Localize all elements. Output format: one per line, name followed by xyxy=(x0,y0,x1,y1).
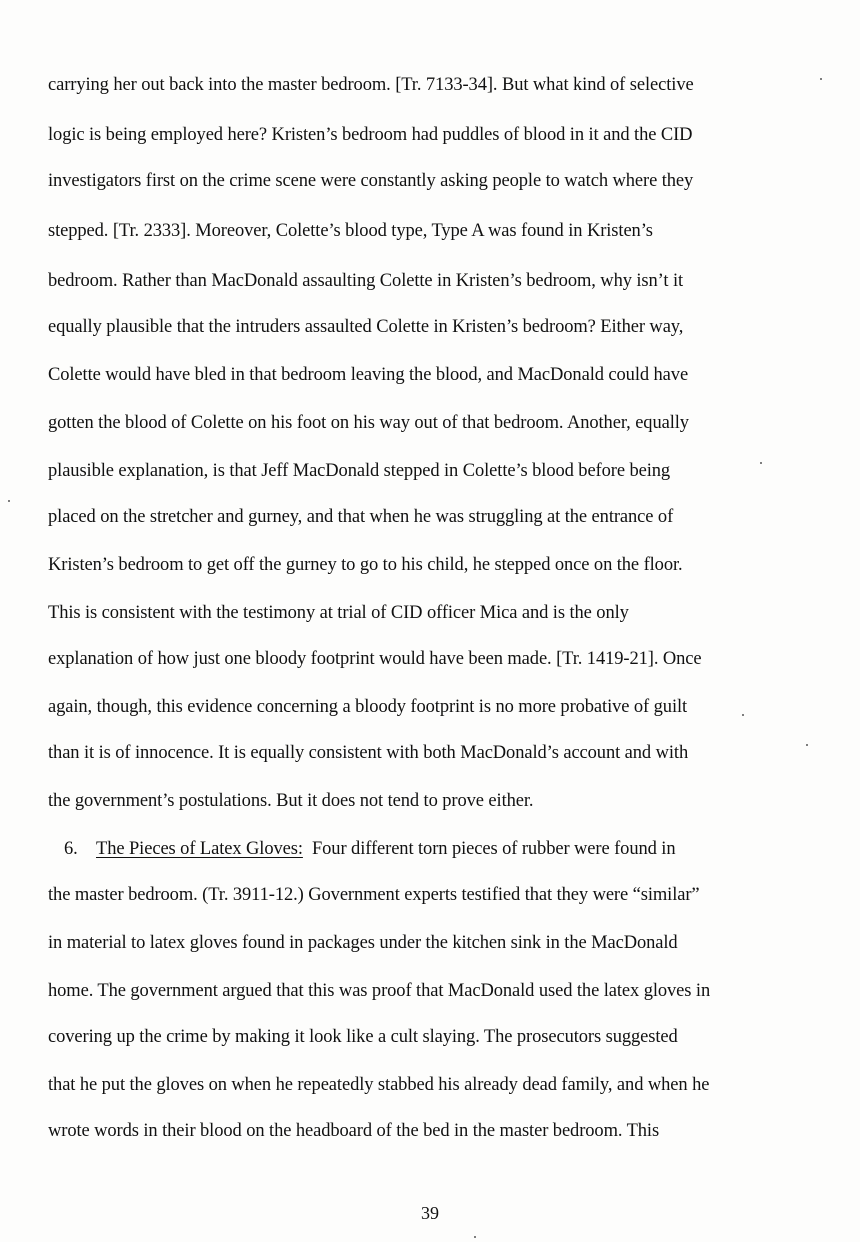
text-line: in material to latex gloves found in packages under the kitchen sink in the MacDonald xyxy=(48,933,678,953)
text-line: logic is being employed here? Kristen’s bedroom had puddles of blood in it and the CID xyxy=(48,125,693,145)
text-line: This is consistent with the testimony at trial of CID officer Mica and is the only xyxy=(48,603,629,623)
scan-speck xyxy=(760,462,762,464)
section-first-line: Four different torn pieces of rubber were found in xyxy=(311,839,676,859)
scan-speck xyxy=(474,1236,476,1238)
scan-speck xyxy=(820,78,822,80)
text-line: bedroom. Rather than MacDonald assaulting Colette in Kristen’s bedroom, why isn’t it xyxy=(48,271,684,291)
text-line: wrote words in their blood on the headboard of the bed in the master bedroom. This xyxy=(48,1121,660,1141)
text-line: the government’s postulations. But it does not tend to prove either. xyxy=(48,791,534,811)
section-heading-line xyxy=(48,832,675,866)
section-heading: The Pieces of Latex Gloves: xyxy=(96,839,303,859)
text-line: placed on the stretcher and gurney, and that when he was struggling at the entrance of xyxy=(48,507,674,527)
text-line: plausible explanation, is that Jeff MacDonald stepped in Colette’s blood before being xyxy=(48,461,671,481)
text-line: stepped. [Tr. 2333]. Moreover, Colette’s blood type, Type A was found in Kristen’s xyxy=(48,221,653,241)
text-line: gotten the blood of Colette on his foot on his way out of that bedroom. Another, equally xyxy=(48,413,689,433)
scan-speck xyxy=(8,500,10,502)
text-line: Colette would have bled in that bedroom leaving the blood, and MacDonald could have xyxy=(48,365,689,385)
text-line: that he put the gloves on when he repeatedly stabbed his already dead family, and when he xyxy=(48,1075,710,1095)
scan-speck xyxy=(806,744,808,746)
text-line: investigators first on the crime scene were constantly asking people to watch where they xyxy=(48,171,694,191)
text-line: carrying her out back into the master bedroom. [Tr. 7133-34]. But what kind of selective xyxy=(48,75,694,95)
text-line: explanation of how just one bloody footprint would have been made. [Tr. 1419-21]. Once xyxy=(48,649,702,669)
scan-speck xyxy=(742,714,744,716)
text-line: again, though, this evidence concerning a bloody footprint is no more probative of guilt xyxy=(48,697,688,717)
page-number: 39 xyxy=(421,1203,439,1223)
text-line: than it is of innocence. It is equally consistent with both MacDonald’s account and with xyxy=(48,743,689,763)
text-line: covering up the crime by making it look like a cult slaying. The prosecutors suggested xyxy=(48,1027,678,1047)
text-line: home. The government argued that this was proof that MacDonald used the latex gloves in xyxy=(48,981,711,1001)
section-number: 6. xyxy=(64,839,78,859)
text-line: equally plausible that the intruders assaulted Colette in Kristen’s bedroom? Either way, xyxy=(48,317,684,337)
text-line: the master bedroom. (Tr. 3911-12.) Government experts testified that they were “similar” xyxy=(48,885,700,905)
text-line: Kristen’s bedroom to get off the gurney to go to his child, he stepped once on the floor. xyxy=(48,555,683,575)
